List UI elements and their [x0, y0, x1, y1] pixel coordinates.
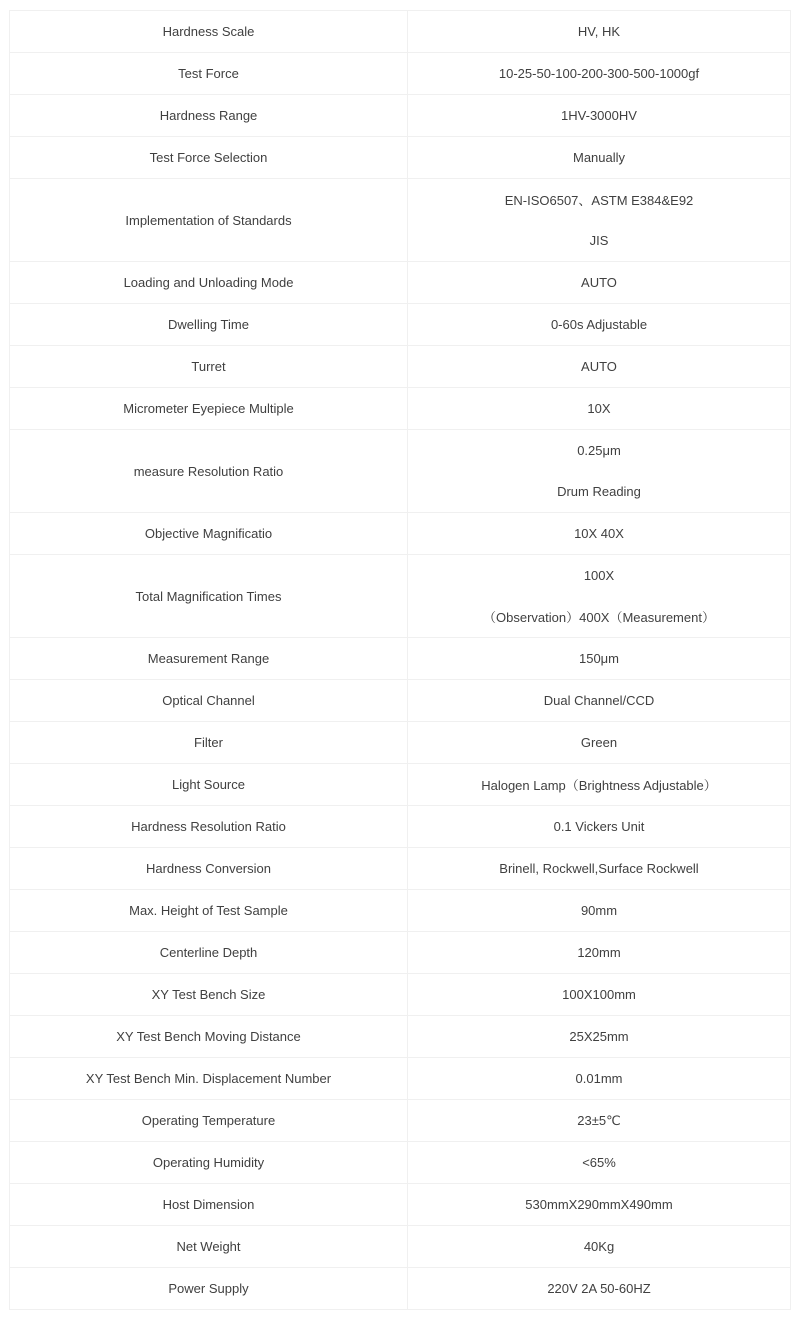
spec-value [408, 1142, 790, 1183]
table-row [10, 764, 790, 806]
spec-label: Max. Height of Test Sample [10, 890, 408, 931]
spec-label: Operating Humidity [10, 1142, 408, 1183]
spec-label: Filter [10, 722, 408, 763]
spec-value [408, 262, 790, 303]
spec-value-line: Halogen Lamp（Brightness Adjustable） [481, 778, 717, 793]
spec-value-line: 530mmX290mmX490mm [525, 1197, 673, 1212]
table-row [10, 974, 790, 1016]
spec-label: Hardness Scale [10, 11, 408, 52]
spec-value [408, 95, 790, 136]
spec-label: Turret [10, 346, 408, 387]
table-row [10, 1184, 790, 1226]
table-row [10, 137, 790, 179]
spec-value [408, 346, 790, 387]
spec-value [408, 806, 790, 847]
spec-label: Objective Magnificatio [10, 513, 408, 554]
spec-label: Test Force [10, 53, 408, 94]
spec-value [408, 1226, 790, 1267]
spec-value [408, 680, 790, 721]
spec-value [408, 638, 790, 679]
spec-value-line: 10X 40X [574, 526, 624, 541]
spec-value-line: <65% [582, 1155, 616, 1170]
table-row [10, 722, 790, 764]
spec-label: Implementation of Standards [10, 179, 408, 261]
table-row [10, 555, 790, 638]
spec-value [408, 1100, 790, 1141]
spec-value-line: Manually [572, 150, 626, 165]
table-row [10, 638, 790, 680]
spec-value-line: AUTO [581, 359, 617, 374]
spec-value-line: 0.01mm [575, 1071, 623, 1086]
spec-label: Power Supply [10, 1268, 408, 1309]
spec-value-line: EN-ISO6507、ASTM E384&E92 [504, 193, 694, 208]
spec-value-line: 10-25-50-100-200-300-500-1000gf [498, 66, 700, 81]
spec-value-line: 0.1 Vickers Unit [553, 819, 645, 834]
spec-label: Hardness Conversion [10, 848, 408, 889]
spec-label: Centerline Depth [10, 932, 408, 973]
spec-label: Total Magnification Times [10, 555, 408, 637]
spec-value [408, 932, 790, 973]
spec-value [408, 513, 790, 554]
spec-value-line: JIS [589, 233, 609, 248]
spec-value [408, 137, 790, 178]
spec-value [408, 1058, 790, 1099]
spec-value [408, 974, 790, 1015]
table-row [10, 932, 790, 974]
table-row [10, 95, 790, 137]
spec-label: Hardness Range [10, 95, 408, 136]
spec-value-line: Green [580, 735, 618, 750]
spec-value-line: 25X25mm [569, 1029, 629, 1044]
spec-value [408, 11, 790, 52]
spec-value-line: 40Kg [583, 1239, 615, 1254]
spec-value [408, 1268, 790, 1309]
table-row [10, 262, 790, 304]
spec-label: XY Test Bench Min. Displacement Number [10, 1058, 408, 1099]
spec-label: Host Dimension [10, 1184, 408, 1225]
table-row [10, 179, 790, 262]
spec-value [408, 555, 790, 637]
spec-value [408, 722, 790, 763]
spec-value [408, 179, 790, 261]
spec-label: measure Resolution Ratio [10, 430, 408, 512]
spec-value [408, 1016, 790, 1057]
spec-value-line: HV, HK [577, 24, 621, 39]
table-row [10, 806, 790, 848]
spec-value [408, 890, 790, 931]
spec-value-line: 90mm [580, 903, 618, 918]
spec-label: Loading and Unloading Mode [10, 262, 408, 303]
spec-value-line: Dual Channel/CCD [543, 693, 655, 708]
table-row [10, 890, 790, 932]
spec-value [408, 53, 790, 94]
spec-label: Hardness Resolution Ratio [10, 806, 408, 847]
table-row [10, 513, 790, 555]
spec-value [408, 304, 790, 345]
spec-value-line: 23±5℃ [577, 1112, 621, 1128]
spec-value-line: 0.25μm [577, 443, 621, 458]
table-row [10, 1226, 790, 1268]
spec-label: Net Weight [10, 1226, 408, 1267]
spec-value-line: Drum Reading [557, 484, 641, 499]
table-row [10, 430, 790, 513]
spec-label: XY Test Bench Moving Distance [10, 1016, 408, 1057]
spec-value-line: 100X [583, 568, 615, 583]
table-row [10, 346, 790, 388]
spec-value-line: （Observation）400X（Measurement） [483, 610, 715, 625]
spec-value [408, 388, 790, 429]
spec-value [408, 430, 790, 512]
spec-value-line: 0-60s Adjustable [550, 317, 648, 332]
spec-value-line: 150μm [578, 651, 619, 666]
table-row [10, 1142, 790, 1184]
table-row [10, 1268, 790, 1309]
spec-label: Measurement Range [10, 638, 408, 679]
spec-value-line: 100X100mm [562, 987, 636, 1002]
spec-label: Optical Channel [10, 680, 408, 721]
spec-value-line: 220V 2A 50-60HZ [547, 1281, 651, 1296]
spec-label: Test Force Selection [10, 137, 408, 178]
spec-value-line: AUTO [581, 275, 617, 290]
spec-label: XY Test Bench Size [10, 974, 408, 1015]
spec-value [408, 764, 790, 805]
table-row [10, 1058, 790, 1100]
table-row [10, 304, 790, 346]
table-row [10, 388, 790, 430]
table-row [10, 1016, 790, 1058]
spec-label: Dwelling Time [10, 304, 408, 345]
spec-label: Operating Temperature [10, 1100, 408, 1141]
spec-value-line: 10X [587, 401, 611, 416]
spec-value [408, 1184, 790, 1225]
spec-label: Light Source [10, 764, 408, 805]
table-row [10, 53, 790, 95]
table-row [10, 848, 790, 890]
table-row [10, 1100, 790, 1142]
spec-value-line: 120mm [577, 945, 621, 960]
specifications-table [9, 10, 791, 1310]
spec-label: Micrometer Eyepiece Multiple [10, 388, 408, 429]
spec-value [408, 848, 790, 889]
spec-value-line: Brinell, Rockwell,Surface Rockwell [499, 861, 699, 876]
table-row [10, 11, 790, 53]
table-row [10, 680, 790, 722]
spec-value-line: 1HV-3000HV [561, 108, 637, 123]
